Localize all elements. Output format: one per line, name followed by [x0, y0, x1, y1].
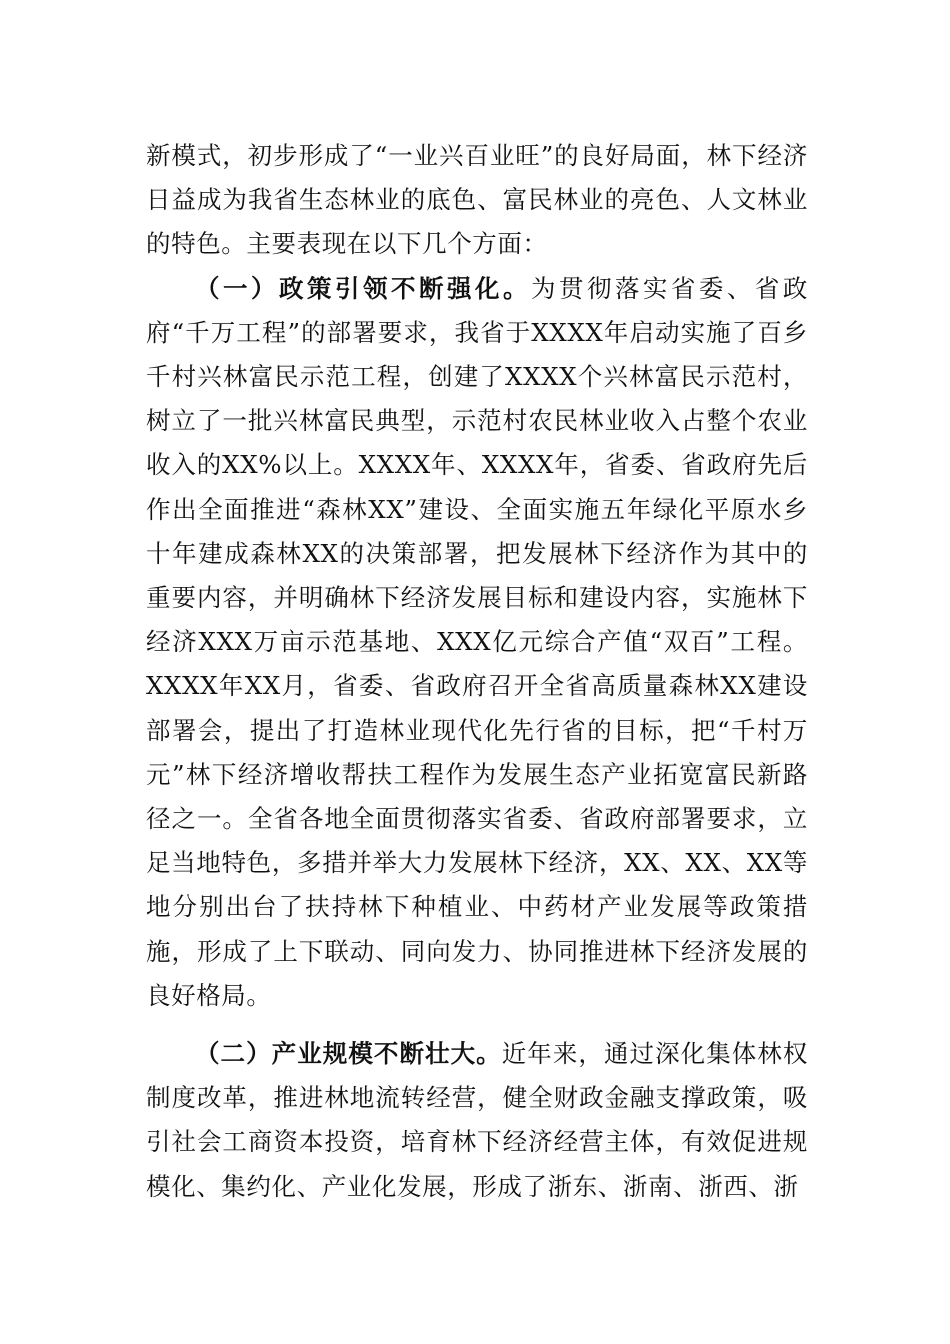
paragraph-policy-guidance — [146, 267, 808, 1018]
paragraph-industry-scale — [146, 1032, 808, 1209]
paragraph-text: 近年来，通过深化集体林权制度改革，推进林地流转经营，健全财政金融支撑政策，吸引社会工商资本投资，培育林下经济经营主体，有效促进规模化、集约化、产业化发展，形成了浙东、浙南、浙西、浙 — [146, 1039, 808, 1201]
section-heading-2: （二）产业规模不断壮大。 — [195, 1039, 502, 1069]
paragraph-text: 新模式，初步形成了“一业兴百业旺”的良好局面，林下经济日益成为我省生态林业的底色、富民林业的亮色、人文林业的特色。主要表现在以下几个方面： — [146, 141, 808, 259]
document-body — [146, 134, 808, 1209]
paragraph-text: 为贯彻落实省委、省政府“千万工程”的部署要求，我省于XXXX年启动实施了百乡千村兴林富民示范工程，创建了XXXX个兴林富民示范村，树立了一批兴林富民典型，示范村农民林业收入占整个农业收入的XX%以上。XXXX年、XXXX年，省委、省政府先后作出全面推进“森林XX”建设、全面实施五年绿化平原水乡十年建成森林XX的决策部署，把发展林下经济作为其中的重要内容，并明确林下经济发展目标和建设内容，实施林下经济XXX万亩示范基地、XXX亿元综合产值“双百”工程。XXXX年XX月，省委、省政府召开全省高质量森林XX建设部署会，提出了打造林业现代化先行省的目标，把“千村万元”林下经济增收帮扶工程作为发展生态产业拓宽富民新路径之一。全省各地全面贯彻落实省委、省政府部署要求，立足当地特色，多措并举大力发展林下经济，XX、XX、XX等地分别出台了扶持林下种植业、中药材产业发展等政策措施，形成了上下联动、同向发力、协同推进林下经济发展的良好格局。 — [146, 273, 809, 1010]
paragraph-intro-continuation — [146, 134, 808, 267]
section-heading-1: （一）政策引领不断强化。 — [195, 273, 531, 303]
